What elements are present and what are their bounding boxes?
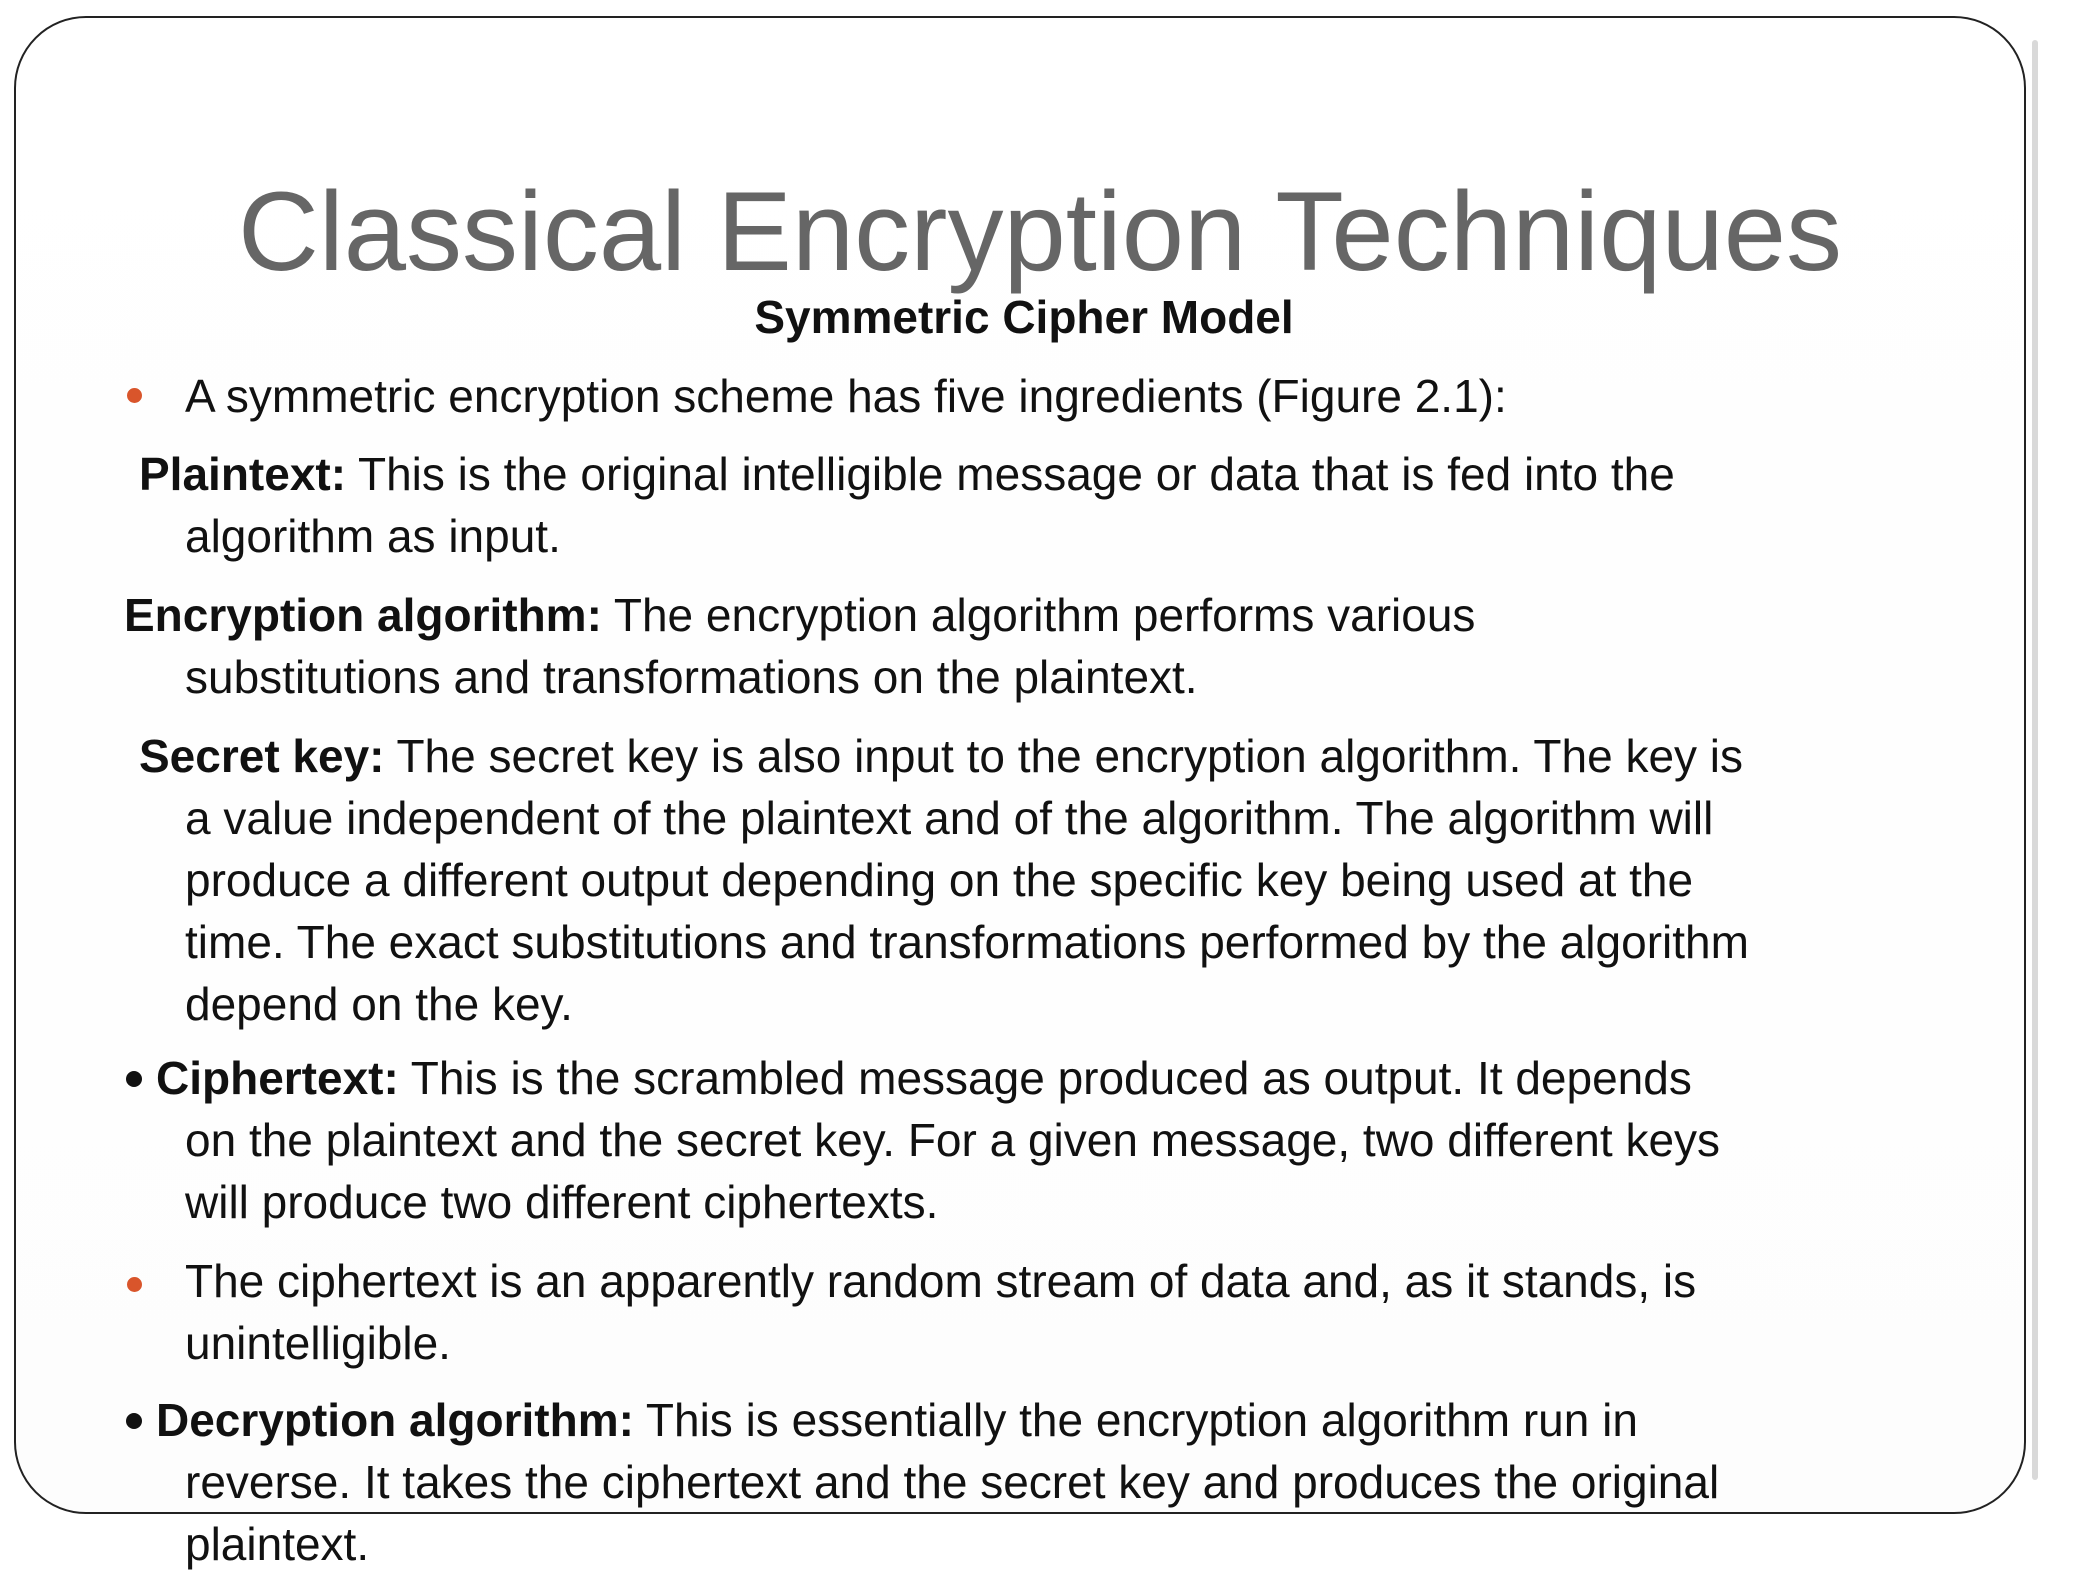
decryption-algorithm-paragraph bbox=[126, 1389, 1719, 1575]
ciphertext-paragraph bbox=[126, 1047, 1720, 1233]
secret-key-line-4: time. The exact substitutions and transformations performed by the algorithm bbox=[185, 916, 1749, 968]
secret-key-line-1: The secret key is also input to the encryption algorithm. The key is bbox=[384, 730, 1744, 782]
ciphertext-note-line-1: The ciphertext is an apparently random stream of data and, as it stands, is bbox=[185, 1255, 1697, 1307]
slide-title: Classical Encryption Techniques bbox=[237, 169, 1843, 294]
decryption-algorithm-line-1: This is essentially the encryption algorithm run in bbox=[633, 1394, 1638, 1446]
intro-line: A symmetric encryption scheme has five ingredients (Figure 2.1): bbox=[185, 370, 1507, 422]
secret-key-term: Secret key: bbox=[139, 730, 385, 782]
slide-subtitle: Symmetric Cipher Model bbox=[754, 291, 1294, 343]
plaintext-line-1: This is the original intelligible message or data that is fed into the bbox=[346, 448, 1675, 500]
orange-bullet-icon bbox=[127, 388, 142, 403]
encryption-algorithm-term: Encryption algorithm: bbox=[124, 589, 602, 641]
black-bullet-icon bbox=[126, 1071, 142, 1087]
secret-key-line-2: a value independent of the plaintext and of the algorithm. The algorithm will bbox=[185, 792, 1714, 844]
decryption-algorithm-term: Decryption algorithm: bbox=[156, 1394, 634, 1446]
black-bullet-icon bbox=[126, 1413, 142, 1429]
secret-key-paragraph bbox=[139, 725, 1749, 1035]
plaintext-term: Plaintext: bbox=[139, 448, 347, 500]
intro-bullet-text bbox=[185, 365, 1507, 427]
ciphertext-line-3: will produce two different ciphertexts. bbox=[185, 1176, 939, 1228]
ciphertext-term: Ciphertext: bbox=[156, 1052, 399, 1104]
secret-key-line-5: depend on the key. bbox=[185, 978, 573, 1030]
ciphertext-note-line-2: unintelligible. bbox=[185, 1317, 451, 1369]
decryption-algorithm-line-3: plaintext. bbox=[185, 1518, 370, 1570]
encryption-algorithm-line-2: substitutions and transformations on the plaintext. bbox=[185, 651, 1198, 703]
secret-key-line-3: produce a different output depending on the specific key being used at the bbox=[185, 854, 1694, 906]
decryption-algorithm-line-2: reverse. It takes the ciphertext and the secret key and produces the original bbox=[185, 1456, 1720, 1508]
ciphertext-note-paragraph bbox=[185, 1250, 1696, 1374]
plaintext-line-2: algorithm as input. bbox=[185, 510, 561, 562]
plaintext-paragraph bbox=[139, 443, 1675, 567]
orange-bullet-icon bbox=[127, 1277, 142, 1292]
ciphertext-line-1: This is the scrambled message produced as output. It depends bbox=[398, 1052, 1692, 1104]
encryption-algorithm-paragraph bbox=[124, 584, 1475, 708]
ciphertext-line-2: on the plaintext and the secret key. For a given message, two different keys bbox=[185, 1114, 1721, 1166]
encryption-algorithm-line-1: The encryption algorithm performs various bbox=[601, 589, 1476, 641]
